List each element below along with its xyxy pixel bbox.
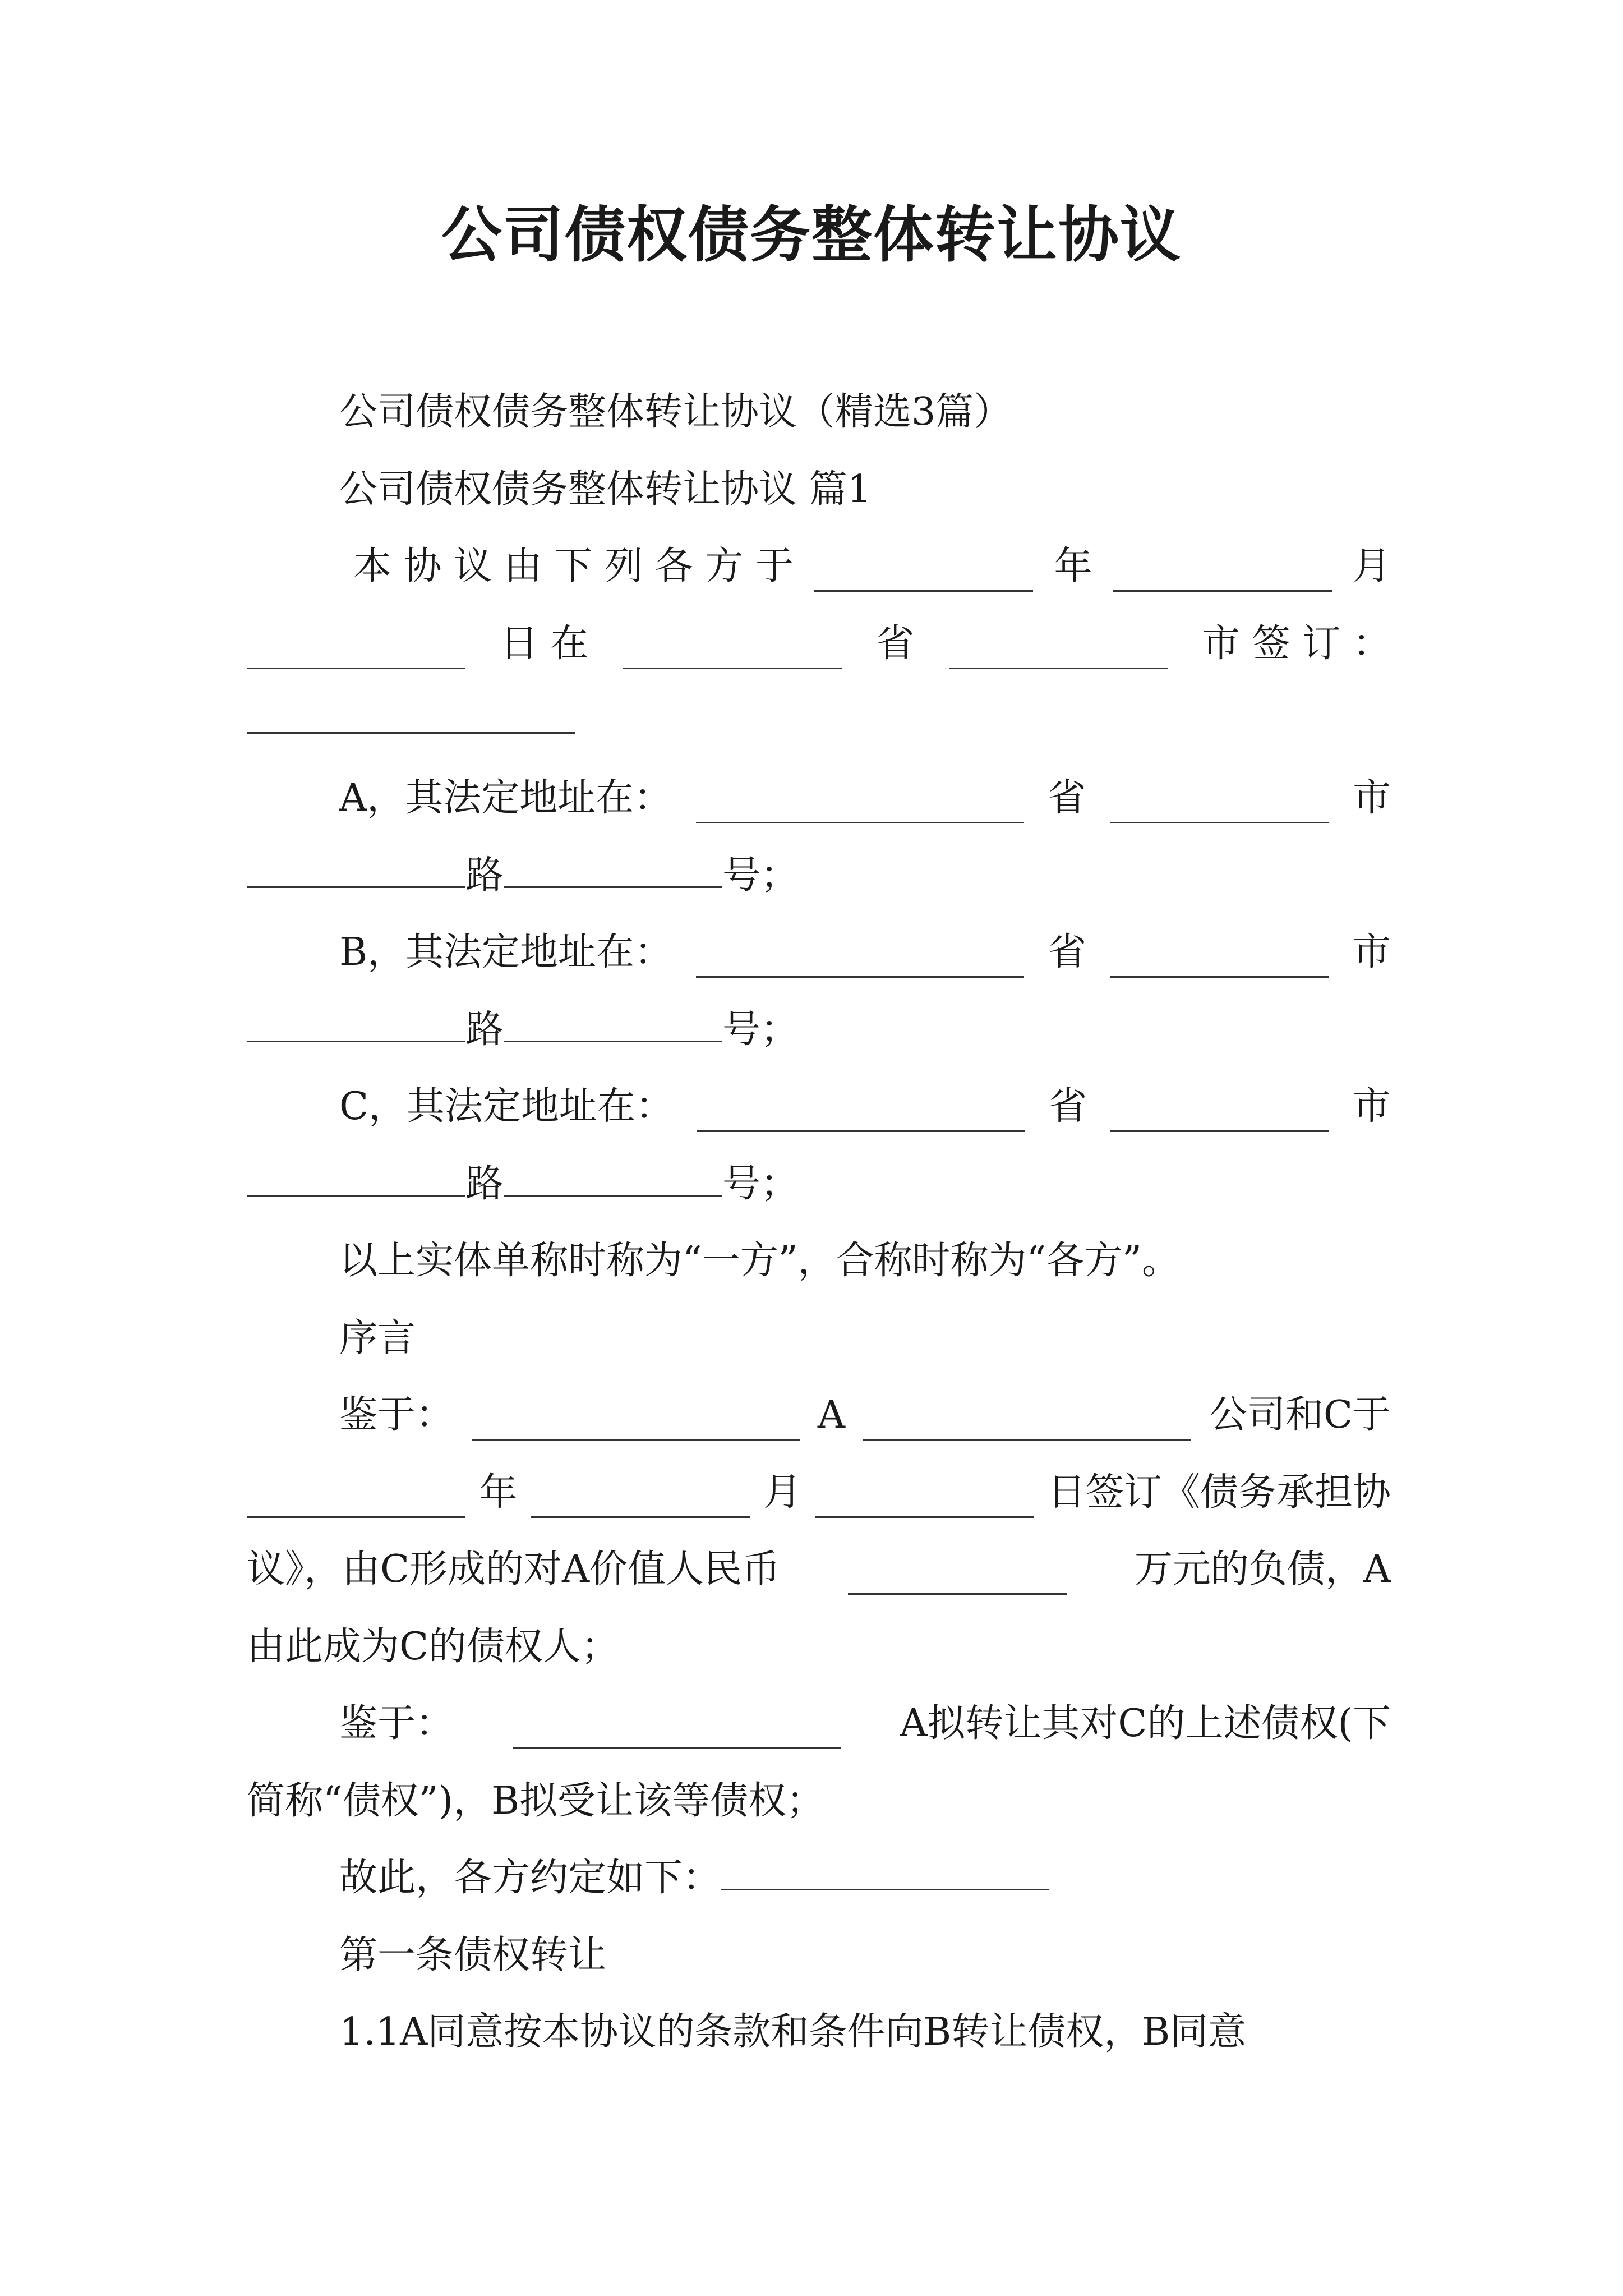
therefore-line bbox=[339, 1853, 1391, 1903]
blank-whereas-1-day bbox=[815, 1483, 1034, 1518]
party-b-prefix: B，其法定地址在： bbox=[339, 930, 672, 974]
party-b-province: 省 bbox=[1048, 930, 1086, 974]
whereas-1-line-4: 由此成为C的债权人； bbox=[247, 1625, 620, 1669]
party-b-city: 市 bbox=[1352, 930, 1391, 974]
intro-month-label: 月 bbox=[1352, 544, 1391, 588]
blank-party-b-province bbox=[1110, 942, 1329, 978]
party-c-province: 省 bbox=[1049, 1084, 1087, 1129]
party-b-line-1 bbox=[339, 927, 1391, 978]
blank-whereas-1-company bbox=[863, 1405, 1191, 1441]
blank-year bbox=[814, 556, 1033, 592]
party-b-number: 号； bbox=[722, 1007, 799, 1052]
article-1-heading: 第一条债权转让 bbox=[339, 1933, 607, 1977]
blank-location bbox=[623, 634, 842, 669]
whereas-2-text: A拟转让其对C的上述债权(下 bbox=[900, 1701, 1391, 1746]
party-a-road: 路 bbox=[465, 853, 504, 898]
whereas-1-signed: 日签订《债务承担协 bbox=[1047, 1470, 1391, 1515]
whereas-2-line-2: 简称“债权”)，B拟受让该等债权； bbox=[247, 1779, 825, 1823]
blank-whereas-2 bbox=[513, 1714, 841, 1749]
party-c-city: 市 bbox=[1352, 1084, 1391, 1129]
party-b-line-2 bbox=[247, 1005, 1391, 1055]
blank-party-b-road bbox=[504, 1007, 722, 1042]
whereas-1-month: 月 bbox=[763, 1470, 802, 1515]
party-c-line-1 bbox=[339, 1082, 1391, 1132]
document-title: 公司债权债务整体转让协议 bbox=[441, 200, 1182, 270]
blank-party-c-road bbox=[504, 1161, 722, 1197]
whereas-1-a: A bbox=[817, 1393, 846, 1437]
whereas-1-line-3 bbox=[247, 1544, 1391, 1595]
whereas-1-line-2 bbox=[247, 1467, 1391, 1518]
collective-note: 以上实体单称时称为“一方”，合称时称为“各方”。 bbox=[339, 1239, 1181, 1283]
party-a-line-1 bbox=[339, 773, 1391, 823]
party-a-province: 省 bbox=[1048, 776, 1086, 820]
intro-line-2 bbox=[247, 619, 1391, 669]
whereas-1-line-1 bbox=[339, 1390, 1391, 1441]
intro-year-label: 年 bbox=[1054, 544, 1092, 588]
intro-city-sign-label: 市 签 订 ： bbox=[1202, 622, 1391, 666]
party-a-prefix: A，其法定地址在： bbox=[339, 776, 672, 820]
party-b-road: 路 bbox=[465, 1007, 504, 1052]
intro-text: 本 协 议 由 下 列 各 方 于 bbox=[353, 544, 794, 588]
intro-province-label: 省 bbox=[876, 622, 915, 666]
blank-therefore bbox=[721, 1855, 1049, 1890]
blank-party-b-city bbox=[247, 1007, 465, 1042]
intro-line-1 bbox=[353, 541, 1391, 592]
blank-party-a-province bbox=[1110, 788, 1329, 823]
whereas-2-line-1 bbox=[339, 1699, 1391, 1749]
blank-party-c-address bbox=[697, 1097, 1025, 1132]
blank-party-a-road bbox=[504, 853, 722, 888]
party-c-number: 号； bbox=[722, 1162, 799, 1206]
blank-whereas-1-amount bbox=[848, 1559, 1067, 1595]
whereas-1-lead: 鉴于： bbox=[339, 1393, 454, 1437]
blank-party-c-city bbox=[247, 1161, 465, 1197]
whereas-1-year: 年 bbox=[479, 1470, 518, 1515]
whereas-1-company-and-c: 公司和C于 bbox=[1209, 1393, 1391, 1437]
party-a-number: 号； bbox=[722, 853, 799, 898]
whereas-1-line-3a: 议》，由C形成的对A价值人民币 bbox=[247, 1547, 781, 1591]
subtitle: 公司债权债务整体转让协议（精选3篇） bbox=[339, 390, 1012, 434]
blank-party-a-city bbox=[247, 853, 465, 888]
intro-day-label: 日 在 bbox=[500, 622, 589, 666]
intro-line-3 bbox=[247, 696, 1391, 747]
blank-day bbox=[247, 634, 465, 669]
blank-party-b-address bbox=[696, 942, 1024, 978]
party-a-line-2 bbox=[247, 850, 1391, 901]
blank-whereas-1-year bbox=[247, 1483, 465, 1518]
therefore-text: 故此，各方约定如下： bbox=[339, 1856, 721, 1900]
blank-province bbox=[949, 634, 1168, 669]
blank-city bbox=[247, 698, 575, 734]
party-c-road: 路 bbox=[465, 1162, 504, 1206]
whereas-2-lead: 鉴于： bbox=[339, 1701, 454, 1746]
blank-party-c-province bbox=[1110, 1097, 1329, 1132]
whereas-1-line-3b: 万元的负债，A bbox=[1134, 1547, 1391, 1591]
clause-1-1: 1.1A同意按本协议的条款和条件向B转让债权，B同意 bbox=[339, 2010, 1247, 2054]
party-c-line-2 bbox=[247, 1159, 1391, 1209]
party-c-prefix: C，其法定地址在： bbox=[339, 1084, 674, 1129]
blank-whereas-1-a bbox=[472, 1405, 800, 1441]
party-a-city: 市 bbox=[1352, 776, 1391, 820]
blank-party-a-address bbox=[696, 788, 1024, 823]
section-heading: 公司债权债务整体转让协议 篇1 bbox=[339, 467, 872, 512]
preamble-heading: 序言 bbox=[339, 1316, 416, 1360]
blank-month bbox=[1113, 556, 1332, 592]
blank-whereas-1-month bbox=[531, 1483, 750, 1518]
